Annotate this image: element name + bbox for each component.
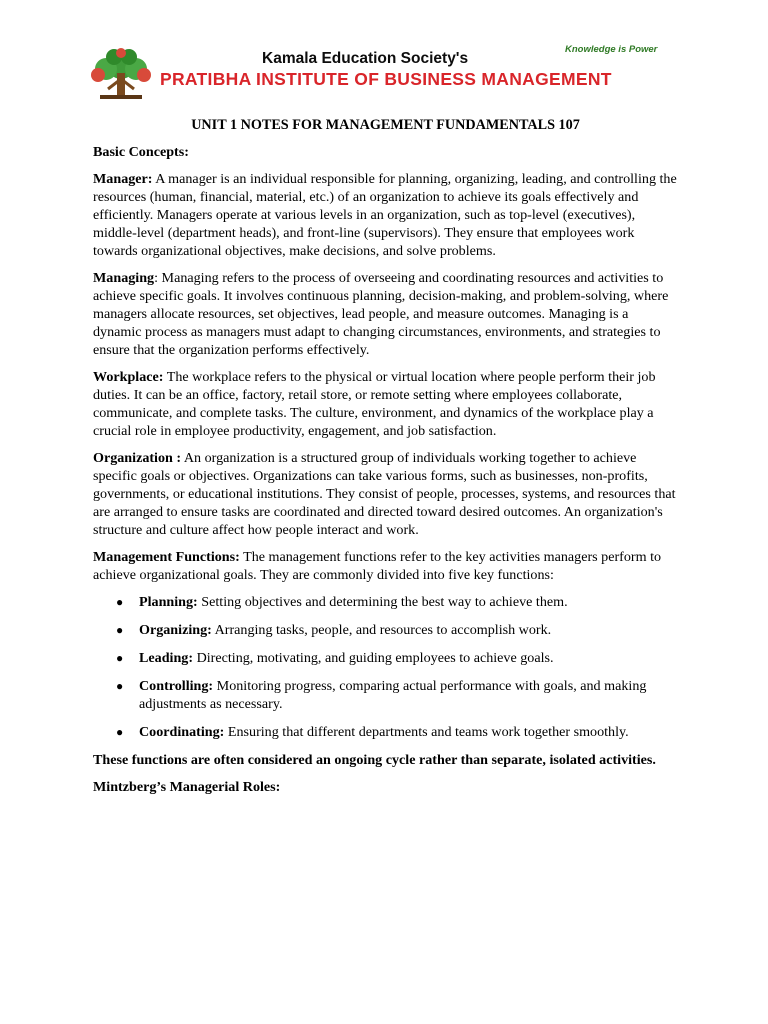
function-term: Coordinating: [139,724,225,740]
paragraph-management-functions [93,548,678,584]
function-text: Monitoring progress, comparing actual performance with goals, and making adjustments as necessary. [139,678,647,712]
list-item [93,621,678,639]
paragraph-manager [93,170,678,260]
definition: : Managing refers to the process of overseeing and coordinating resources and activities to achieve specific goals. It involves continuous planning, decision-making, and problem-solving, where managers allocate resources, set objectives, lead people, and measure outcomes. Managing is a dynamic process as managers must adapt to changing circumstances, environments, and strategies to ensure that the organization performs effectively. [93,270,669,358]
definition: The workplace refers to the physical or virtual location where people perform their job duties. It can be an office, factory, retail store, or remote setting where employees collaborate, communicate, and complete tasks. The culture, environment, and dynamics of the workplace play a crucial role in employee productivity, engagement, and job satisfaction. [93,369,656,439]
function-text: Directing, motivating, and guiding employees to achieve goals. [193,650,554,666]
letterhead [0,0,768,105]
document-body [93,116,678,805]
list-item [93,723,678,741]
list-item [93,677,678,713]
tagline: Knowledge is Power [565,44,658,55]
term: Management Functions: [93,549,240,565]
tree-logo-icon [88,45,154,103]
function-text: Ensuring that different departments and teams work together smoothly. [224,724,629,740]
function-text: Arranging tasks, people, and resources to accomplish work. [211,622,552,638]
mintzberg-heading: Mintzberg’s Managerial Roles: [93,779,281,795]
bullet: ● [116,725,124,739]
basic-concepts-heading: Basic Concepts: [93,144,189,160]
bullet: ● [116,679,124,693]
term: Organization : [93,450,182,466]
function-term: Controlling: [139,678,214,694]
function-text: Setting objectives and determining the best way to achieve them. [197,594,568,610]
paragraph-organization [93,449,678,539]
bullet: ● [116,651,124,665]
institute-name: PRATIBHA INSTITUTE OF BUSINESS MANAGEMENT [160,69,612,89]
document-title: UNIT 1 NOTES FOR MANAGEMENT FUNDAMENTALS 107 [191,117,580,133]
paragraph-workplace [93,368,678,440]
society-name: Kamala Education Society's [262,50,469,67]
term: Workplace: [93,369,164,385]
term: Managing [93,270,155,286]
definition: An organization is a structured group of individuals working together to achieve specific goals or objectives. Organizations can take various forms, such as businesses, non-profits, governments, or educational institutions. They consist of people, processes, systems, and resources that are arranged to ensure tasks are coordinated and directed toward desired outcomes. An organization's structure and culture affect how people interact and work. [93,450,676,538]
bullet: ● [116,595,124,609]
function-term: Planning: [139,594,198,610]
paragraph-managing [93,269,678,359]
bullet: ● [116,623,124,637]
list-item [93,649,678,667]
definition: A manager is an individual responsible for planning, organizing, leading, and controlling the resources (human, financial, material, etc.) of an organization to achieve its goals effectively and efficiently. Managers operate at various levels in an organization, such as top-level (executives), middle-level (department heads), and front-line (supervisors). They ensure that employees work towards organizational objectives, make decisions, and solve problems. [93,171,677,259]
list-item [93,593,678,611]
term: Manager: [93,171,153,187]
function-term: Organizing: [139,622,212,638]
functions-list [93,593,678,741]
closing-statement: These functions are often considered an ongoing cycle rather than separate, isolated activities. [93,752,656,768]
function-term: Leading: [139,650,194,666]
definition: The management functions refer to the key activities managers perform to achieve organizational goals. They are commonly divided into five key functions: [93,549,662,583]
